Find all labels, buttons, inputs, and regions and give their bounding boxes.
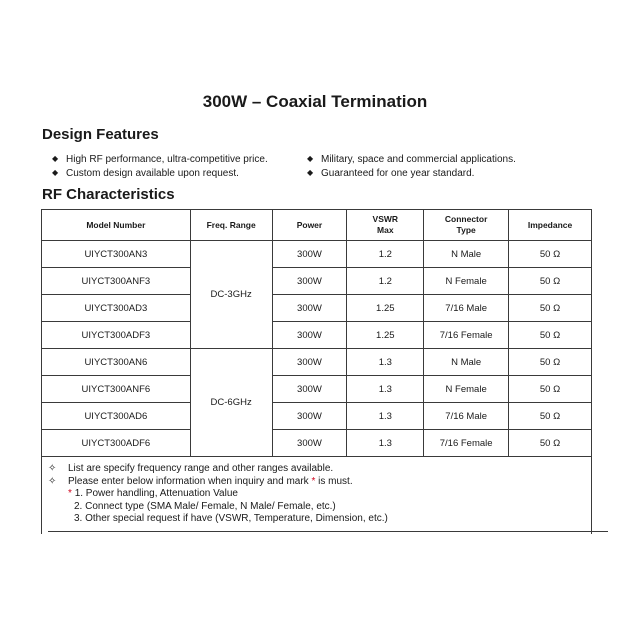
feature-item: ◆ Custom design available upon request.	[52, 168, 239, 179]
cell-impedance: 50 Ω	[509, 403, 592, 430]
cell-connector: N Female	[424, 268, 509, 295]
cell-vswr: 1.25	[347, 295, 424, 322]
table-row	[42, 295, 592, 322]
table-row	[42, 241, 592, 268]
diamond-bullet-icon: ◆	[307, 168, 314, 177]
required-mark: *	[68, 488, 72, 499]
design-features-heading: Design Features	[42, 126, 159, 143]
rf-characteristics-heading: RF Characteristics	[42, 186, 175, 203]
feature-item: ◆ Military, space and commercial applications.	[307, 154, 516, 165]
cell-impedance: 50 Ω	[509, 295, 592, 322]
cell-connector: 7/16 Male	[424, 403, 509, 430]
diamond-bullet-icon: ◆	[52, 168, 59, 177]
cell-vswr: 1.3	[347, 349, 424, 376]
table-row	[42, 349, 592, 376]
note-line: ✧ List are specify frequency range and other ranges available.	[48, 463, 334, 474]
column-header-impedance: Impedance	[509, 210, 592, 241]
column-header-freq: Freq. Range	[190, 210, 272, 241]
column-header-model: Model Number	[42, 210, 191, 241]
note-item: 3. Other special request if have (VSWR, Temperature, Dimension, etc.)	[74, 513, 388, 524]
cell-impedance: 50 Ω	[509, 430, 592, 457]
cell-power: 300W	[272, 403, 347, 430]
table-row	[42, 430, 592, 457]
cell-vswr: 1.2	[347, 241, 424, 268]
cell-power: 300W	[272, 430, 347, 457]
table-row	[42, 268, 592, 295]
cell-freq-range: DC-6GHz	[190, 349, 272, 457]
cell-model: UIYCT300ADF6	[42, 430, 191, 457]
table-header-row	[42, 210, 592, 241]
cell-vswr: 1.3	[347, 430, 424, 457]
cell-model: UIYCT300AD6	[42, 403, 191, 430]
note-item: 2. Connect type (SMA Male/ Female, N Male/ Female, etc.)	[74, 500, 336, 512]
page-title: 300W – Coaxial Termination	[202, 92, 428, 111]
table-row	[42, 376, 592, 403]
cell-connector: N Male	[424, 241, 509, 268]
cell-model: UIYCT300ADF3	[42, 322, 191, 349]
cell-power: 300W	[272, 376, 347, 403]
table-row	[42, 322, 592, 349]
cell-connector: 7/16 Female	[424, 430, 509, 457]
diamond-bullet-icon: ◆	[52, 154, 59, 163]
feature-item: ◆ High RF performance, ultra-competitive price.	[52, 154, 268, 165]
cell-vswr: 1.3	[347, 403, 424, 430]
cell-impedance: 50 Ω	[509, 322, 592, 349]
column-header-power: Power	[272, 210, 347, 241]
features-right-list	[307, 152, 516, 180]
diamond-bullet-icon: ◆	[307, 154, 314, 163]
cell-model: UIYCT300AN3	[42, 241, 191, 268]
cell-power: 300W	[272, 349, 347, 376]
cell-power: 300W	[272, 241, 347, 268]
cell-impedance: 50 Ω	[509, 349, 592, 376]
cell-model: UIYCT300ANF3	[42, 268, 191, 295]
column-header-vswr: VSWR Max	[347, 210, 424, 241]
cell-power: 300W	[272, 295, 347, 322]
required-mark: *	[311, 475, 316, 487]
cell-power: 300W	[272, 268, 347, 295]
features-left-list	[52, 152, 268, 180]
cell-model: UIYCT300AD3	[42, 295, 191, 322]
note-line: ✧ Please enter below information when inquiry and mark * is must.	[48, 475, 353, 487]
cell-impedance: 50 Ω	[509, 241, 592, 268]
cell-power: 300W	[272, 322, 347, 349]
cell-connector: 7/16 Female	[424, 322, 509, 349]
star-outline-bullet-icon: ✧	[48, 463, 57, 474]
cell-vswr: 1.25	[347, 322, 424, 349]
cell-vswr: 1.2	[347, 268, 424, 295]
table-row	[42, 403, 592, 430]
column-header-connector: Connector Type	[424, 210, 509, 241]
cell-connector: N Female	[424, 376, 509, 403]
rf-characteristics-table	[41, 209, 592, 457]
cell-vswr: 1.3	[347, 376, 424, 403]
cell-model: UIYCT300AN6	[42, 349, 191, 376]
cell-impedance: 50 Ω	[509, 376, 592, 403]
cell-model: UIYCT300ANF6	[42, 376, 191, 403]
feature-item: ◆ Guaranteed for one year standard.	[307, 168, 475, 179]
cell-connector: 7/16 Male	[424, 295, 509, 322]
notes-section	[48, 463, 608, 532]
star-outline-bullet-icon: ✧	[48, 475, 57, 487]
note-item: * 1. Power handling, Attenuation Value	[68, 488, 238, 499]
cell-connector: N Male	[424, 349, 509, 376]
cell-impedance: 50 Ω	[509, 268, 592, 295]
cell-freq-range: DC-3GHz	[190, 241, 272, 349]
